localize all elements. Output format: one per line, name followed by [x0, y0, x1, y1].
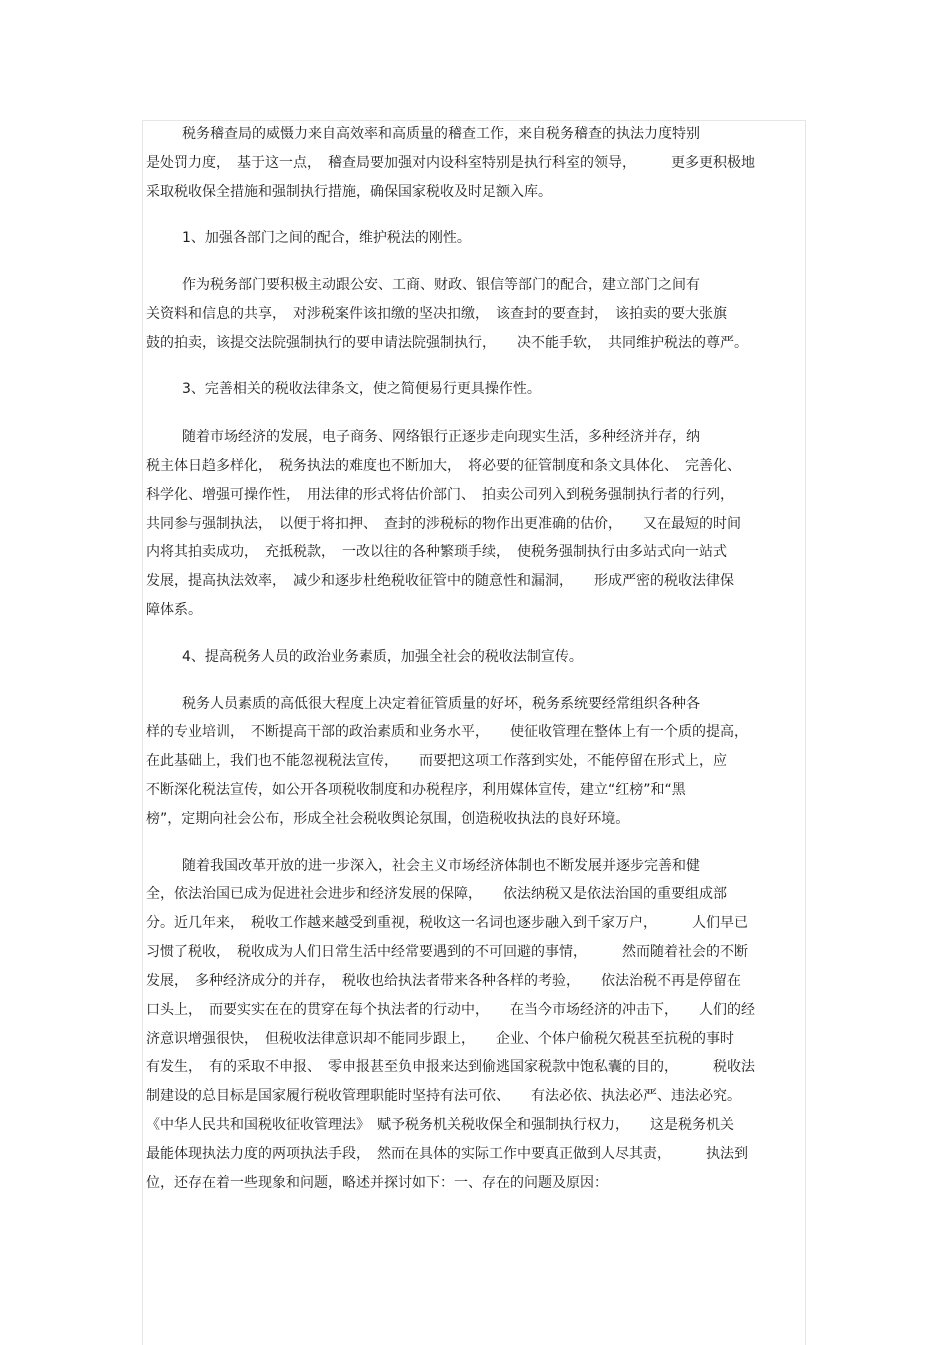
text-line: 制建设的总目标是国家履行税收管理职能时坚持有法可依、 有法必依、执法必严、违法必究。: [146, 1088, 741, 1104]
text-line: 共同参与强制执法， 以便于将扣押、 查封的涉税标的物作出更准确的估价， 又在最短的时间: [146, 516, 741, 532]
text-line: 随着市场经济的发展，电子商务、网络银行正逐步走向现实生活，多种经济并存，纳: [182, 429, 700, 445]
text-line: 发展， 多种经济成分的并存， 税收也给执法者带来各种各样的考验， 依法治税不再是停留在: [146, 973, 741, 989]
text-line: 不断深化税法宣传，如公开各项税收制度和办税程序，利用媒体宣传，建立“红榜”和“黑: [146, 782, 686, 798]
text-line: 内将其拍卖成功， 充抵税款， 一改以往的各种繁琐手续， 使税务强制执行由多站式向一站式: [146, 544, 727, 560]
text-line: 有发生， 有的采取不申报、 零申报甚至负申报来达到偷逃国家税款中饱私囊的目的， 税收法: [146, 1059, 755, 1075]
text-line: 作为税务部门要积极主动跟公安、工商、财政、银信等部门的配合，建立部门之间有: [182, 277, 700, 293]
text-line: 习惯了税收， 税收成为人们日常生活中经常要遇到的不可回避的事情， 然而随着社会的不断: [146, 944, 748, 960]
text-line: 税务人员素质的高低很大程度上决定着征管质量的好坏，税务系统要经常组织各种各: [182, 696, 700, 712]
text-line: 税务稽查局的威慑力来自高效率和高质量的稽查工作，来自税务稽查的执法力度特别: [182, 126, 700, 142]
section-heading: 1、加强各部门之间的配合，维护税法的刚性。: [182, 230, 471, 246]
text-line: 随着我国改革开放的进一步深入，社会主义市场经济体制也不断发展并逐步完善和健: [182, 858, 700, 874]
text-line: 关资料和信息的共享， 对涉税案件该扣缴的坚决扣缴， 该查封的要查封， 该拍卖的要大张旗: [146, 306, 727, 322]
text-line: 《中华人民共和国税收征收管理法》 赋予税务机关税收保全和强制执行权力， 这是税务机关: [146, 1117, 734, 1133]
text-line: 位，还存在着一些现象和问题，略述并探讨如下：一、存在的问题及原因：: [146, 1175, 608, 1191]
text-line: 税主体日趋多样化， 税务执法的难度也不断加大， 将必要的征管制度和条文具体化、 完善化、: [146, 458, 741, 474]
text-line: 榜”，定期向社会公布，形成全社会税收舆论氛围，创造税收执法的良好环境。: [146, 811, 630, 827]
text-line: 采取税收保全措施和强制执行措施，确保国家税收及时足额入库。: [146, 184, 552, 200]
text-line: 科学化、增强可操作性， 用法律的形式将估价部门、 拍卖公司列入到税务强制执行者的行列，: [146, 487, 734, 503]
text-line: 全，依法治国已成为促进社会进步和经济发展的保障， 依法纳税又是依法治国的重要组成部: [146, 886, 727, 902]
text-line: 在此基础上，我们也不能忽视税法宣传， 而要把这项工作落到实处，不能停留在形式上，应: [146, 753, 727, 769]
text-line: 障体系。: [146, 602, 202, 618]
text-line: 鼓的拍卖，该提交法院强制执行的要申请法院强制执行， 决不能手软， 共同维护税法的尊严。: [146, 335, 748, 351]
text-line: 发展，提高执法效率， 减少和逐步杜绝税收征管中的随意性和漏洞， 形成严密的税收法律保: [146, 573, 734, 589]
text-line: 济意识增强很快， 但税收法律意识却不能同步跟上， 企业、个体户偷税欠税甚至抗税的事时: [146, 1031, 734, 1047]
text-line: 是处罚力度， 基于这一点， 稽查局要加强对内设科室特别是执行科室的领导， 更多更积极地: [146, 155, 755, 171]
text-line: 最能体现执法力度的两项执法手段， 然而在具体的实际工作中要真正做到人尽其责， 执法到: [146, 1146, 748, 1162]
section-heading: 4、提高税务人员的政治业务素质，加强全社会的税收法制宣传。: [182, 649, 583, 665]
text-line: 分。近几年来， 税收工作越来越受到重视，税收这一名词也逐步融入到千家万户， 人们早已: [146, 915, 748, 931]
text-line: 口头上， 而要实实在在的贯穿在每个执法者的行动中， 在当今市场经济的冲击下， 人们的经: [146, 1002, 755, 1018]
section-heading: 3、完善相关的税收法律条文，使之简便易行更具操作性。: [182, 381, 541, 397]
text-line: 样的专业培训， 不断提高干部的政治素质和业务水平， 使征收管理在整体上有一个质的提高，: [146, 724, 748, 740]
